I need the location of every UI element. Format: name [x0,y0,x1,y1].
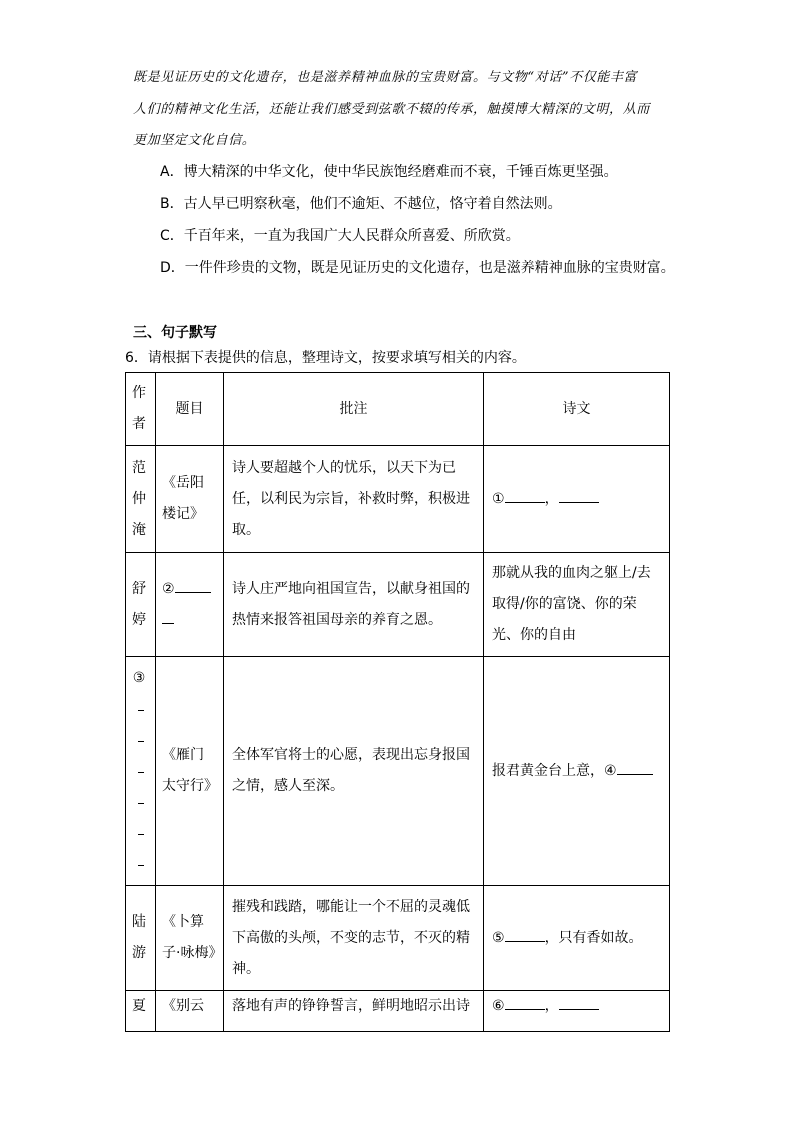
poem-suffix: ，只有香如故。 [544,929,643,946]
cell-title: 《雁门太守行》 [156,657,224,886]
option-a: A．博大精深的中华文化，使中华民族饱经磨难而不衰，千锤百炼更坚强。 [160,164,618,180]
table-row [126,553,670,657]
cell-author: 夏 [126,991,156,1032]
option-c: C．千百年来，一直为我国广大人民群众所喜爱、所欣赏。 [160,228,520,244]
blank-3-line[interactable] [136,818,146,849]
blank-3-line[interactable] [136,725,146,756]
cell-poem: 那就从我的血肉之躯上/去取得/你的富饶、你的荣光、你的自由 [484,553,670,657]
cell-title: 《卜算子·咏梅》 [156,886,224,991]
blank-3-line[interactable] [136,849,146,880]
blank-marker-2: ② [162,580,175,597]
cell-author: 陆游 [126,886,156,991]
blank-3-line[interactable] [136,694,146,725]
table-header-row [126,373,670,446]
option-d: D．一件件珍贵的文物，既是见证历史的文化遗存，也是滋养精神血脉的宝贵财富。 [160,260,675,276]
blank-1a[interactable] [505,488,545,503]
blank-marker-4: ④ [604,762,617,779]
cell-note: 摧残和践踏，哪能让一个不屈的灵魂低下高傲的头颅，不变的志节，不灭的精神。 [224,886,484,991]
cell-title: 《岳阳楼记》 [156,446,224,553]
cell-poem[interactable] [484,446,670,553]
table-row [126,991,670,1032]
cell-note: 落地有声的铮铮誓言，鲜明地昭示出诗 [224,991,484,1032]
passage-line-2: 人们的精神文化生活，还能让我们感受到弦歌不辍的传承，触摸博大精深的文明，从而 [133,102,650,117]
table-row [126,886,670,991]
blank-3-line[interactable] [136,756,146,787]
blank-marker-5: ⑤ [492,929,505,946]
blank-5[interactable] [505,927,545,942]
section-title: 三、句子默写 [133,325,217,341]
poem-prefix: 报君黄金台上意， [492,762,604,779]
passage-line-3: 更加坚定文化自信。 [133,133,256,148]
header-title: 题目 [156,373,224,446]
blank-4[interactable] [617,760,653,775]
blank-3-line[interactable] [136,787,146,818]
cell-note: 诗人庄严地向祖国宣告，以献身祖国的热情来报答祖国母亲的养育之恩。 [224,553,484,657]
blank-1b[interactable] [559,488,599,503]
blank-6b[interactable] [559,995,599,1010]
passage-line-1: 既是见证历史的文化遗存，也是滋养精神血脉的宝贵财富。与文物“对话”不仅能丰富 [133,70,638,85]
table-row [126,446,670,553]
blank-marker-3: ③ [132,669,146,686]
blank-separator: ， [544,998,559,1014]
header-author: 作者 [126,373,156,446]
blank-separator: ， [544,490,559,507]
header-note: 批注 [224,373,484,446]
blank-2b[interactable] [162,609,174,624]
blank-2a[interactable] [175,578,211,593]
poem-table [125,372,670,1032]
header-poem: 诗文 [484,373,670,446]
option-b: B．古人早已明察秋毫，他们不逾矩、不越位，恪守着自然法则。 [160,196,562,212]
cell-author: 范仲淹 [126,446,156,553]
cell-title: 《别云 [156,991,224,1032]
blank-6a[interactable] [505,995,545,1010]
cell-note: 全体军官将士的心愿，表现出忘身报国之情，感人至深。 [224,657,484,886]
blank-marker-1: ① [492,490,505,507]
question-text: 6．请根据下表提供的信息，整理诗文，按要求填写相关的内容。 [125,350,526,366]
cell-poem[interactable] [484,886,670,991]
cell-author[interactable] [126,657,156,886]
table-row [126,657,670,886]
cell-title[interactable] [156,553,224,657]
cell-poem[interactable] [484,657,670,886]
cell-author: 舒婷 [126,553,156,657]
blank-marker-6: ⑥ [492,998,505,1014]
cell-note: 诗人要超越个人的忧乐，以天下为已任，以利民为宗旨，补救时弊，积极进取。 [224,446,484,553]
cell-poem[interactable] [484,991,670,1032]
